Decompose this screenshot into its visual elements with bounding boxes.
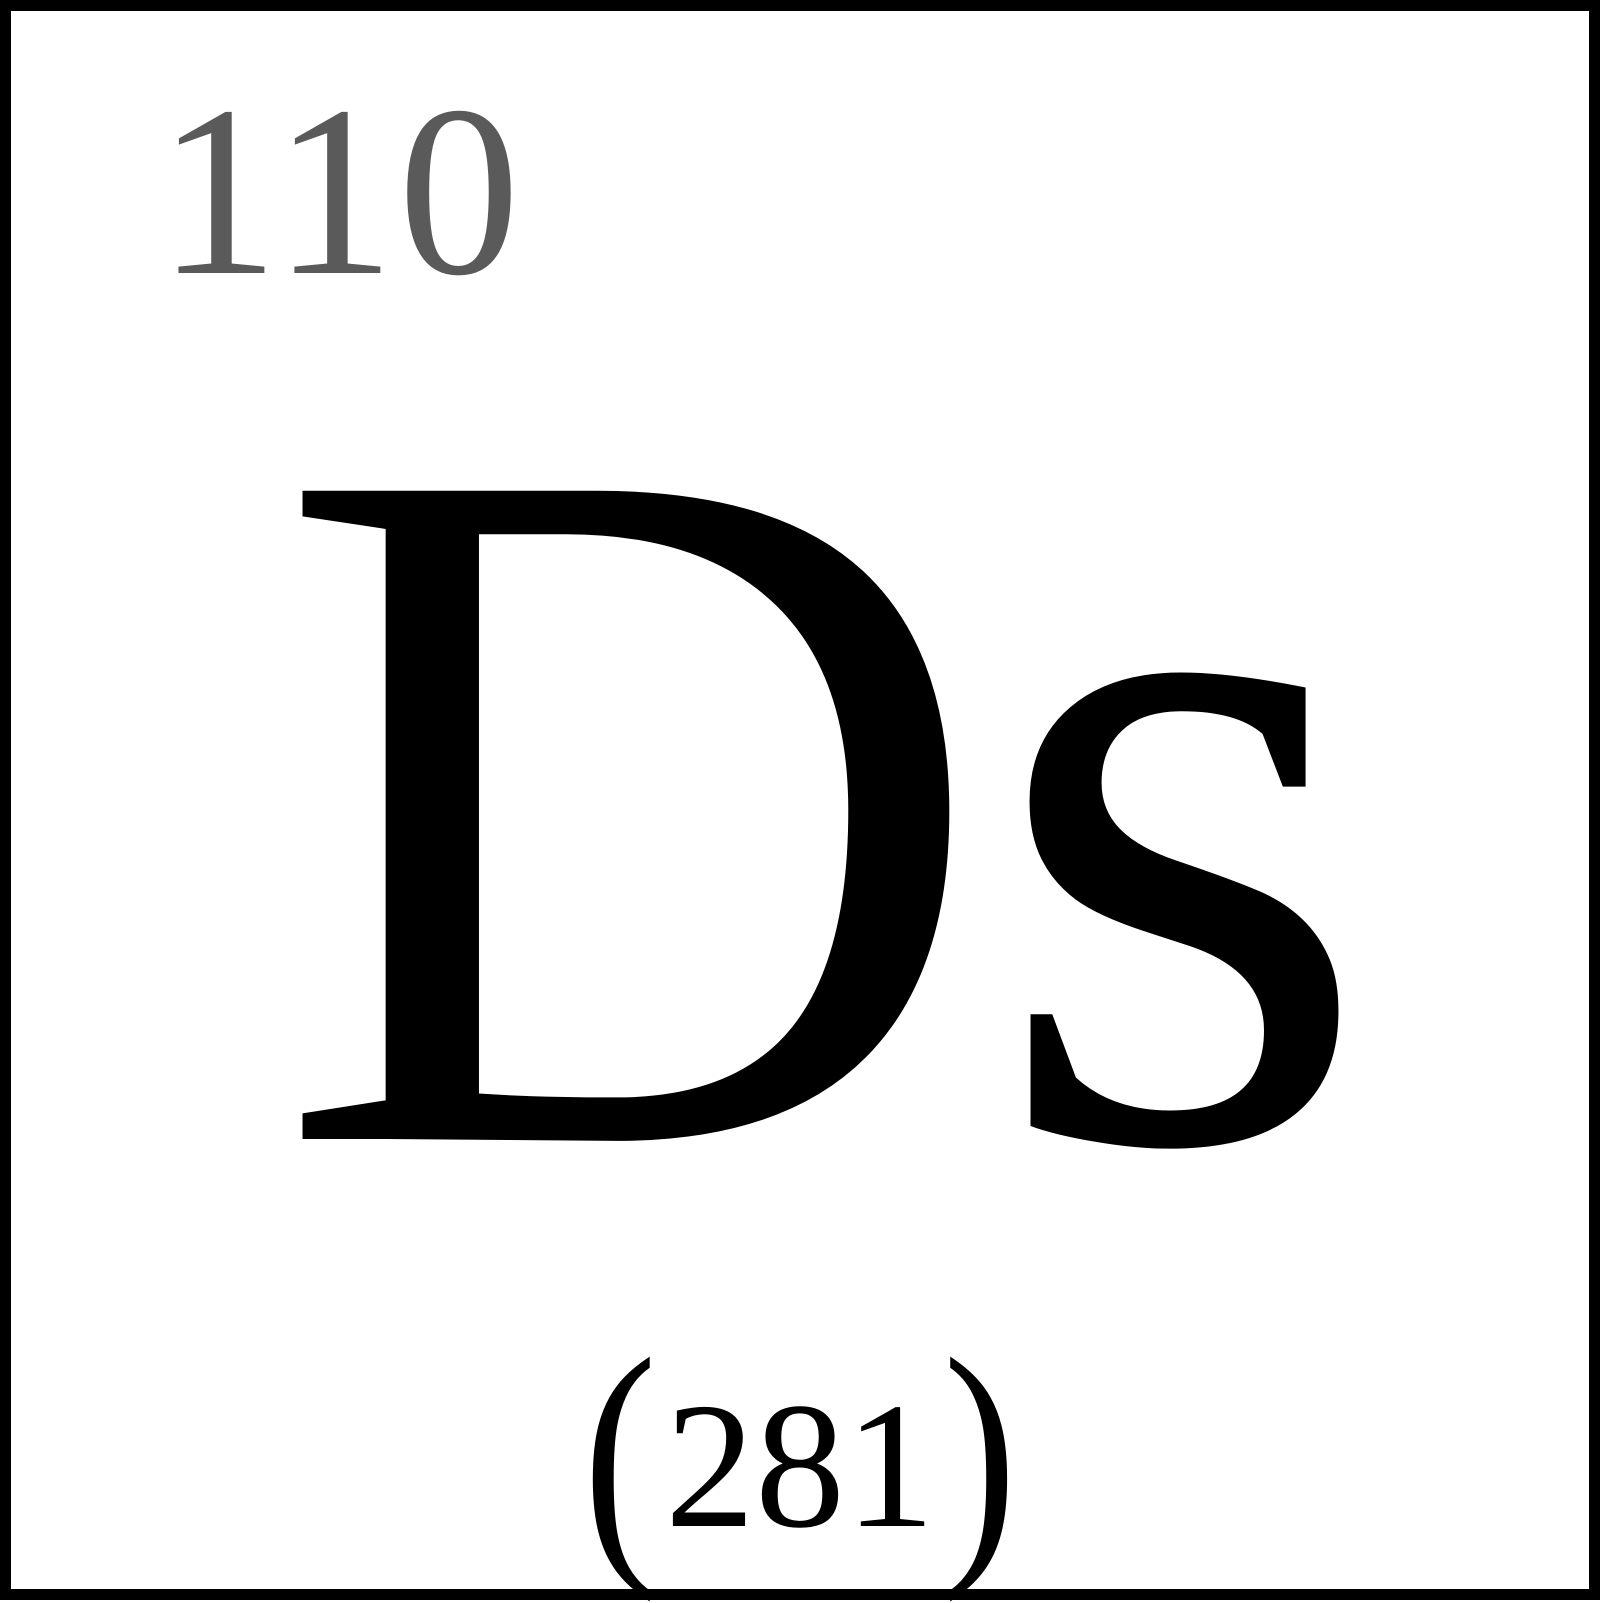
atomic-number: 110 [157,56,523,326]
element-symbol: Ds [274,258,1375,1354]
atomic-mass-value: 281 [665,1366,935,1565]
mass-open-paren: ( [583,1304,657,1603]
mass-close-paren: ) [943,1304,1017,1603]
atomic-mass-row [11,1301,1589,1603]
